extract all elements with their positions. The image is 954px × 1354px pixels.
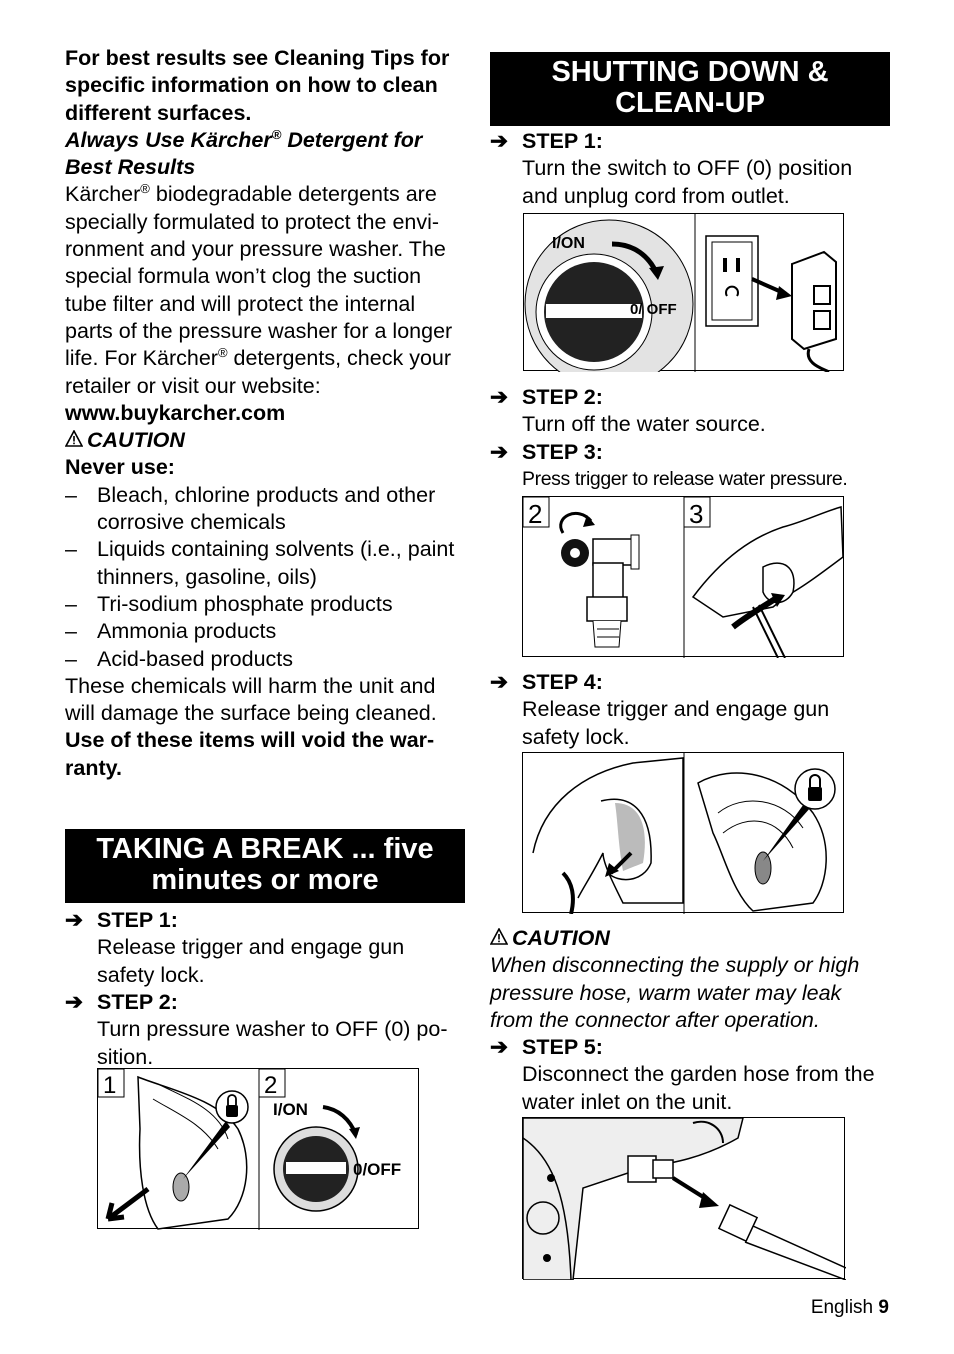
registered-mark: ® — [271, 126, 282, 142]
page-number: 9 — [878, 1297, 889, 1318]
right-arrow-icon: ➔ — [490, 129, 509, 153]
step-4-text: Release trigger and engage gun safety lock. — [522, 697, 830, 749]
page-footer — [811, 1297, 889, 1319]
right-step-4 — [490, 669, 890, 751]
fig-label-1: 1 — [103, 1072, 117, 1099]
switch-off-label: 0/OFF — [353, 1160, 402, 1179]
registered-mark: ® — [217, 345, 228, 361]
body-a: Kärcher — [65, 182, 141, 207]
warning-triangle-icon — [490, 925, 512, 952]
step-5-label: ➔ STEP 5: — [490, 1034, 890, 1061]
step-1-text: Turn the switch to OFF (0) position and unplug cord from outlet. — [522, 156, 853, 208]
right-arrow-icon: ➔ — [490, 1035, 509, 1060]
left-column — [65, 45, 465, 1071]
fig-label-2: 2 — [528, 499, 543, 529]
break-step-2-label: ➔ STEP 2: — [65, 989, 465, 1016]
list-item: – Bleach, chlorine products and other corrosive chemicals — [65, 482, 436, 535]
right-column — [490, 52, 890, 210]
fig-label-3: 3 — [689, 499, 704, 529]
shutting-down-banner: SHUTTING DOWN & CLEAN-UP — [490, 52, 890, 126]
right-arrow-icon: ➔ — [490, 439, 509, 464]
right-arrow-icon: ➔ — [490, 385, 509, 409]
step-1-label: ➔ STEP 1: — [490, 128, 890, 155]
body-b: biodegradable detergents are specially formulated to protect the envi-ronment and your pressure washer. The special formula won’t clog the suction tube filter and will protect the internal parts of the pressure washer for a longer life. For Kärcher — [65, 182, 453, 371]
fig-label-2: 2 — [264, 1072, 278, 1099]
list-item: – Liquids containing solvents (i.e., paint thinners, gasoline, oils) — [65, 537, 455, 589]
detergent-heading-a: Always Use Kärcher — [65, 127, 272, 152]
footer-language: English — [810, 1297, 874, 1318]
never-use-heading: Never use: — [65, 455, 175, 480]
break-step-2-text: Turn pressure washer to OFF (0) po-sition. — [97, 1017, 448, 1069]
website-link[interactable]: www.buykarcher.com — [65, 400, 286, 425]
step-5-figure — [522, 1117, 845, 1279]
right-steps-2-3 — [490, 384, 890, 493]
intro-text: For best results see Cleaning Tips for specific information on how to clean different surfaces. — [65, 46, 450, 125]
list-item: – Tri-sodium phosphate products — [65, 591, 393, 616]
step-3-label: ➔ STEP 3: — [490, 439, 890, 466]
step-3-text: Press trigger to release water pressure. — [522, 467, 848, 490]
warning-triangle-icon — [65, 427, 87, 454]
break-step-1-text: Release trigger and engage gun safety lock. — [97, 935, 405, 987]
step-2-label: ➔ STEP 2: — [490, 384, 890, 411]
caution-label: CAUTION — [87, 428, 185, 453]
warranty-text: Use of these items will void the war-ranty. — [65, 728, 435, 780]
registered-mark: ® — [140, 181, 150, 197]
right-arrow-icon: ➔ — [65, 989, 84, 1014]
break-step-1-label: ➔ STEP 1: — [65, 907, 465, 934]
step-4-figure — [522, 752, 844, 913]
detergent-body — [65, 181, 465, 399]
step-5-text: Disconnect the garden hose from the water inlet on the unit. — [522, 1062, 875, 1114]
right-arrow-icon: ➔ — [490, 670, 509, 694]
break-figure — [97, 1068, 419, 1229]
right-caution-step-5 — [490, 925, 890, 1116]
step-1-figure — [523, 213, 844, 371]
switch-off-label: 0/ OFF — [630, 301, 677, 318]
switch-on-label: I/ON — [273, 1100, 308, 1119]
step-4-label: ➔ STEP 4: — [490, 669, 890, 696]
detergent-heading — [65, 127, 465, 182]
harm-text: These chemicals will harm the unit and will damage the surface being cleaned. — [65, 673, 437, 726]
caution-text: When disconnecting the supply or high pressure hose, warm water may leak from the connector after operation. — [490, 953, 860, 1032]
taking-break-banner: TAKING A BREAK ... five minutes or more — [65, 829, 465, 903]
step-2-text: Turn off the water source. — [522, 412, 766, 437]
body-c: detergents, check your retailer or visit our website: — [65, 346, 452, 398]
detergent-heading-b: Detergent for Best Results — [65, 127, 423, 180]
caution-heading — [65, 427, 465, 454]
right-arrow-icon: ➔ — [65, 908, 84, 933]
step-2-3-figure — [522, 496, 844, 657]
list-item: – Ammonia products — [65, 619, 277, 644]
list-item: – Acid-based products — [65, 646, 293, 671]
switch-on-label: I/ON — [552, 235, 585, 252]
caution-heading: CAUTION — [490, 925, 890, 952]
